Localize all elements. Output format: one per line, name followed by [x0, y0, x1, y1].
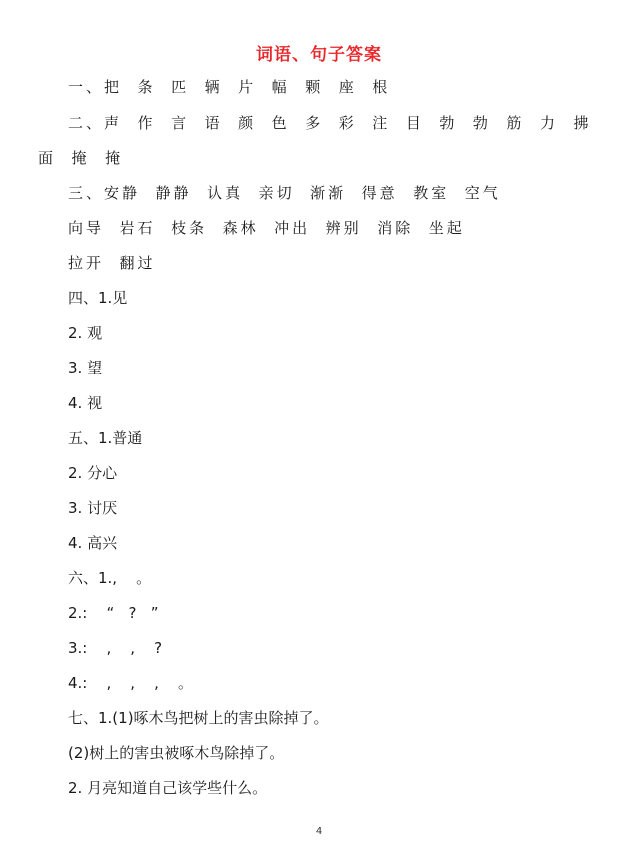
- answer-line: 向导 岩石 枝条 森林 冲出 辨别 消除 坐起: [68, 219, 465, 237]
- answer-line: 面 掩 掩: [38, 149, 124, 167]
- answer-line: 3. 望: [68, 359, 103, 377]
- answer-line: 2. 分心: [68, 464, 118, 482]
- answer-line: (2)树上的害虫被啄木鸟除掉了。: [68, 744, 285, 762]
- answer-line: 四、1.见: [68, 289, 128, 307]
- answer-line: 六、1., 。: [68, 569, 152, 587]
- answer-line: 4. 视: [68, 394, 103, 412]
- answer-line: 4.: , , , 。: [68, 674, 193, 692]
- answer-line: 3. 讨厌: [68, 499, 118, 517]
- answer-line: 2. 月亮知道自己该学些什么。: [68, 779, 268, 797]
- answer-line: 七、1.(1)啄木鸟把树上的害虫除掉了。: [68, 709, 329, 727]
- page-number: 4: [315, 826, 323, 837]
- page-title: 词语、句子答案: [256, 45, 382, 65]
- answer-line: 三、安静 静静 认真 亲切 渐渐 得意 教室 空气: [68, 184, 501, 202]
- answer-line: 4. 高兴: [68, 534, 118, 552]
- answer-line: 2. 观: [68, 324, 103, 342]
- answer-line: 二、声 作 言 语 颜 色 多 彩 注 目 勃 勃 筋 力 拂: [68, 114, 592, 132]
- answer-line: 3.: , , ?: [68, 639, 163, 657]
- answer-line: 2.: “ ? ”: [68, 604, 159, 622]
- answer-line: 拉开 翻过: [68, 254, 156, 272]
- answer-line: 五、1.普通: [68, 429, 143, 447]
- answer-line: 一、把 条 匹 辆 片 幅 颗 座 根: [68, 78, 391, 96]
